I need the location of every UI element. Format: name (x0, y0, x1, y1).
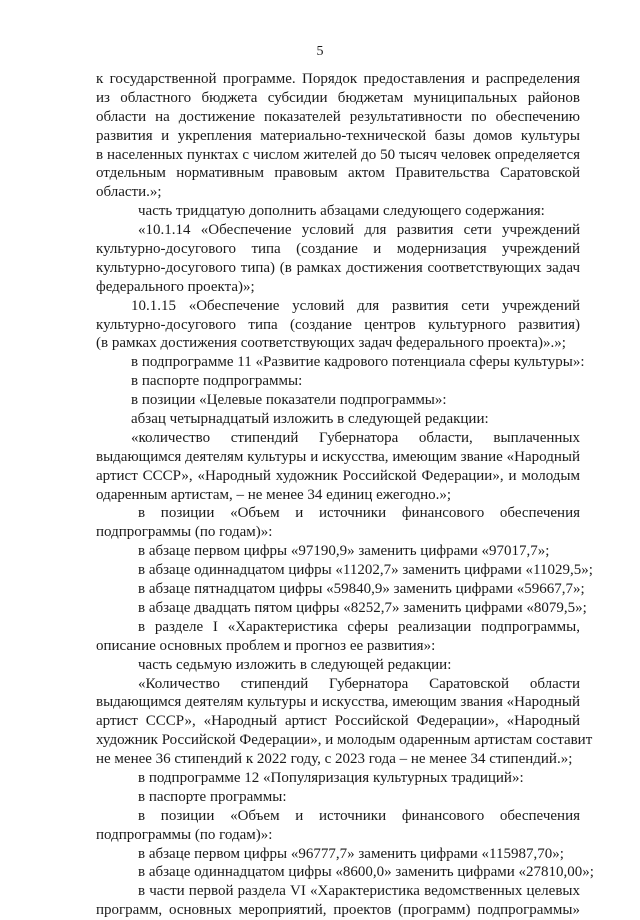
text-line: выдающимся деятелям культуры и искусства, имеющим звание «Народный (96, 448, 580, 465)
text-line: культурно-досугового типа) (в рамках достижения соответствующих задач (96, 259, 580, 276)
text-line: артист СССР», «Народный артист Российской Федерации», «Народный (96, 713, 580, 730)
text-line: подпрограммы (по годам)»: (96, 524, 273, 541)
text-line: в разделе I «Характеристика сферы реализации подпрограммы, (138, 618, 580, 635)
text-line: в населенных пунктах с числом жителей до 50 тысяч человек определяется (96, 146, 580, 163)
text-line: «10.1.14 «Обеспечение условий для развития сети учреждений (138, 222, 580, 239)
document-body (96, 70, 594, 920)
text-line: в абзаце двадцать пятом цифры «8252,7» заменить цифрами «8079,5»; (138, 599, 587, 616)
text-line: «Количество стипендий Губернатора Саратовской области (138, 675, 580, 692)
text-line: в подпрограмме 11 «Развитие кадрового потенциала сферы культуры»: (131, 354, 585, 371)
text-line: в абзаце пятнадцатом цифры «59840,9» заменить цифрами «59667,7»; (138, 581, 585, 598)
text-line: культурно-досугового типа (создание центров культурного развития) (96, 316, 580, 333)
text-line: в позиции «Объем и источники финансового обеспечения (138, 505, 580, 522)
text-line: 10.1.15 «Обеспечение условий для развития сети учреждений (131, 297, 580, 314)
text-line: федерального проекта)»; (96, 278, 255, 295)
text-line: области.»; (96, 184, 162, 201)
text-line: области на достижение показателей результативности по обеспечению (96, 108, 580, 125)
text-line: абзац четырнадцатый изложить в следующей редакции: (131, 411, 489, 428)
text-line: артист СССР», «Народный художник Российской Федерации», и молодым (96, 467, 580, 484)
text-line: отдельным нормативным правовым актом Правительства Саратовской (96, 165, 580, 182)
text-line: описание основных проблем и прогноз ее развития»: (96, 637, 436, 654)
text-line: часть седьмую изложить в следующей редакции: (138, 656, 452, 673)
text-line: не менее 36 стипендий к 2022 году, с 2023 года – не менее 34 стипендий.»; (96, 751, 573, 768)
text-line: в абзаце первом цифры «97190,9» заменить цифрами «97017,7»; (138, 543, 550, 560)
text-line: развития и укрепления материально-технической базы домов культуры (96, 127, 580, 144)
text-line: художник Российской Федерации», и молодым одаренным артистам составит (96, 732, 593, 749)
text-line: часть тридцатую дополнить абзацами следующего содержания: (138, 203, 545, 220)
text-line: в паспорте подпрограммы: (131, 373, 303, 390)
text-line: выдающимся деятелям культуры и искусства, имеющим звания «Народный (96, 694, 580, 711)
text-line: программ, основных мероприятий, проектов (программ) подпрограммы» (96, 902, 580, 919)
text-line: к государственной программе. Порядок предоставления и распределения (96, 71, 580, 87)
text-line: в подпрограмме 12 «Популяризация культурных традиций»: (138, 769, 524, 786)
text-line: в позиции «Объем и источники финансового обеспечения (138, 807, 580, 824)
text-line: в абзаце одиннадцатом цифры «8600,0» заменить цифрами «27810,00»; (138, 864, 594, 881)
text-line: из областного бюджета субсидии бюджетам муниципальных районов (96, 89, 580, 106)
text-line: (в рамках достижения соответствующих задач федерального проекта)».»; (96, 335, 566, 352)
text-line: одаренным артистам, – не менее 34 единиц ежегодно.»; (96, 486, 452, 503)
text-line: в абзаце одиннадцатом цифры «11202,7» заменить цифрами «11029,5»; (138, 562, 593, 579)
text-line: в абзаце первом цифры «96777,7» заменить цифрами «115987,70»; (138, 845, 564, 862)
text-line: подпрограммы (по годам)»: (96, 826, 273, 843)
page-number: 5 (316, 44, 324, 59)
text-line: культурно-досугового типа (создание и модернизация учреждений (96, 241, 580, 258)
text-line: в части первой раздела VI «Характеристика ведомственных целевых (138, 883, 580, 900)
text-line: в паспорте программы: (138, 788, 287, 805)
text-line: в позиции «Целевые показатели подпрограммы»: (131, 392, 447, 409)
text-line: «количество стипендий Губернатора области, выплаченных (131, 429, 580, 446)
